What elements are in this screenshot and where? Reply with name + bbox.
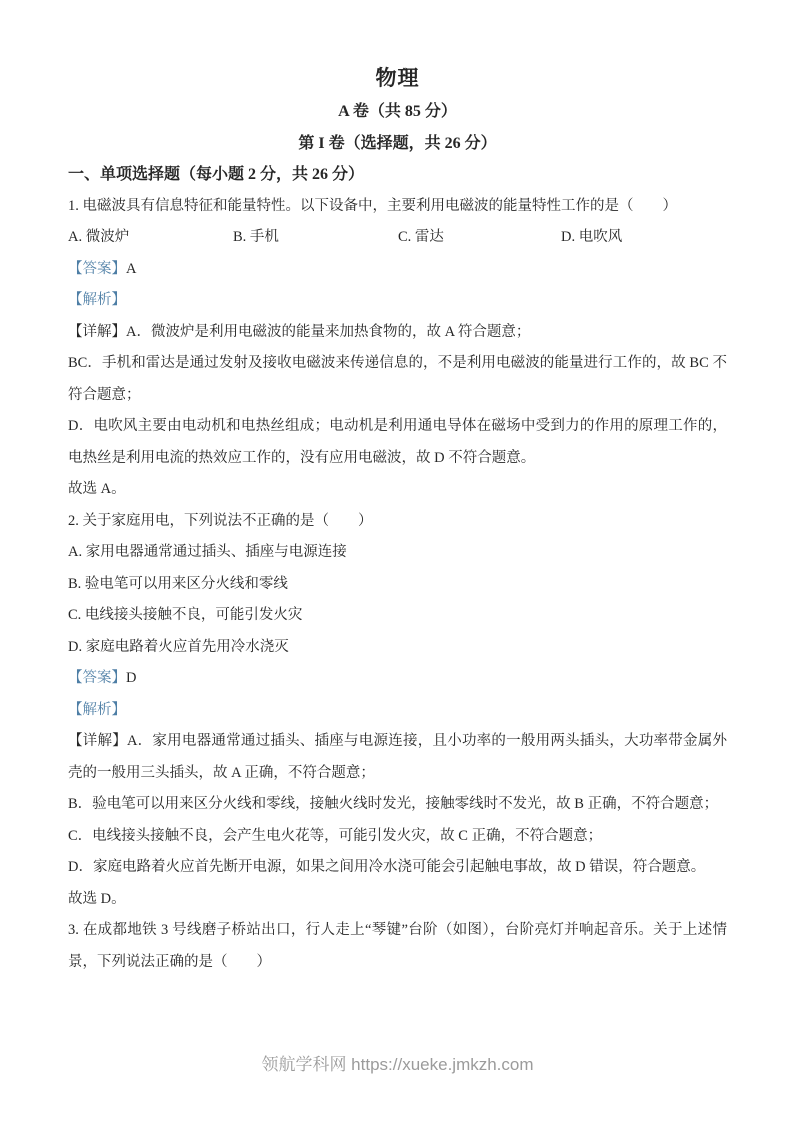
q2-option-c: C. 电线接头接触不良，可能引发火灾 [68,607,303,623]
q2-detail-paragraph-1 [68,726,727,789]
paper-a-heading: A 卷（共 85 分） [338,103,457,120]
q1-conclusion: 故选 A。 [68,481,126,497]
q2-stem: 2. 关于家庭用电，下列说法不正确的是（ ） [68,512,373,529]
q2-option-d: D. 家庭电路着火应首先用冷水浇灭 [68,638,289,655]
q1-option-a: A. 微波炉 [68,229,130,245]
q2-detail-text-1: A．家用电器通常通过插头、插座与电源连接，且小功率的一般用两头插头，大功率带金属外壳的一般用三头插头，故 A 正确，不符合题意； [68,733,728,781]
q1-answer-label: 【答案】 [68,260,126,277]
q2-answer-line [68,663,727,695]
q2-detail-label: 【详解】 [68,733,127,749]
q1-detail-paragraph-3: D．电吹风主要由电动机和电热丝组成；电动机是利用通电导体在磁场中受到力的作用的原理工作的，电热丝是利用电流的热效应工作的，没有应用电磁波，故 D 不符合题意。 [68,418,727,466]
q2-answer-value: D [126,670,137,686]
q2-option-b: B. 验电笔可以用来区分火线和零线 [68,575,288,592]
q1-stem: 1. 电磁波具有信息特征和能量特性。以下设备中，主要利用电磁波的能量特性工作的是（ ） [68,197,677,214]
q1-option-d: D. 电吹风 [561,229,623,245]
q1-analysis-line [68,285,727,317]
q1-answer-line [68,254,727,286]
q1-detail-text-1: A．微波炉是利用电磁波的能量来加热食物的，故 A 符合题意； [126,323,531,340]
footer-watermark: 领航学科网 https://xueke.jmkzh.com [261,1055,534,1074]
q1-detail-paragraph-1 [68,317,727,349]
q2-detail-paragraph-4: D．家庭电路着火应首先断开电源，如果之间用冷水浇可能会引起触电事故，故 D 错误，符合题意。 [68,859,706,875]
q1-detail-label: 【详解】 [68,323,126,340]
q2-answer-label: 【答案】 [68,670,126,686]
part1-heading: 第 I 卷（选择题，共 26 分） [298,134,497,152]
q1-options-row [68,222,727,254]
q1-analysis-label: 【解析】 [68,292,126,308]
q2-conclusion: 故选 D。 [68,890,126,907]
q2-analysis-line [68,695,727,727]
q2-detail-paragraph-2: B．验电笔可以用来区分火线和零线，接触火线时发光，接触零线时不发光，故 B 正确，不符合题意； [68,796,719,812]
q2-option-a: A. 家用电器通常通过插头、插座与电源连接 [68,544,347,560]
q1-answer-value: A [126,260,137,277]
q1-detail-paragraph-2: BC．手机和雷达是通过发射及接收电磁波来传递信息的，不是利用电磁波的能量进行工作的，故 BC 不符合题意； [68,355,727,403]
q3-stem: 3. 在成都地铁 3 号线磨子桥站出口，行人走上“琴键”台阶（如图），台阶亮灯并响起音乐。关于上述情景，下列说法正确的是（ ） [68,922,727,970]
q1-option-b: B. 手机 [233,229,279,245]
doc-title: 物理 [375,66,420,90]
section-heading: 一、单项选择题（每小题 2 分，共 26 分） [68,166,365,183]
q2-detail-paragraph-3: C．电线接头接触不良，会产生电火花等，可能引发火灾，故 C 正确，不符合题意； [68,827,603,844]
q2-analysis-label: 【解析】 [68,701,126,718]
q1-option-c: C. 雷达 [398,229,444,245]
